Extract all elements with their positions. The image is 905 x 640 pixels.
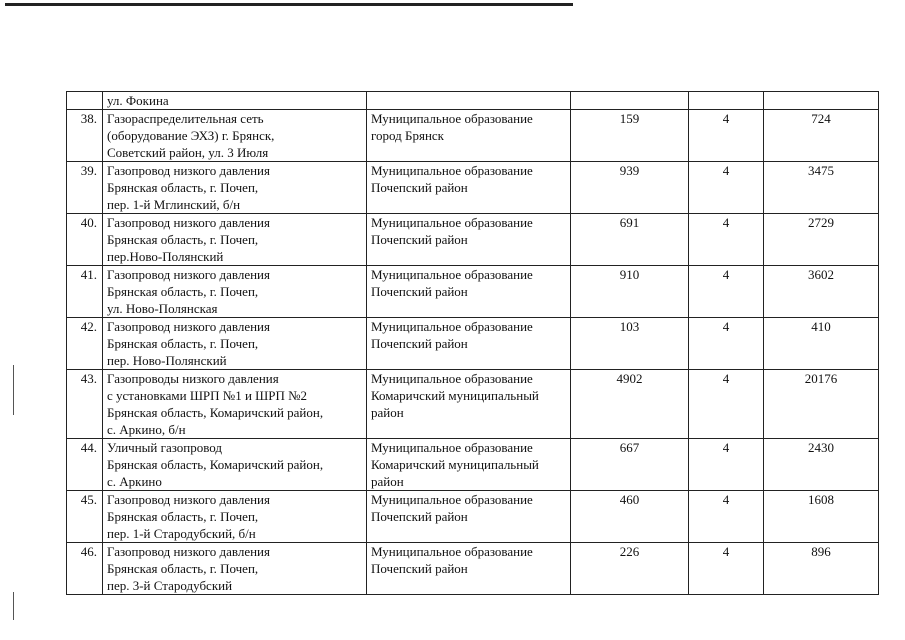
cell-num: 43. [67, 370, 103, 439]
cell-line: Муниципальное образование [371, 492, 533, 507]
cell-value: 2729 [764, 214, 879, 266]
cell-line: Газопровод низкого давления [107, 163, 270, 178]
cell-value: 724 [764, 110, 879, 162]
cell-line: Газопровод низкого давления [107, 319, 270, 334]
cell-name [103, 318, 367, 370]
cell-line: Газораспределительная сеть [107, 111, 264, 126]
left-margin-mark [13, 365, 14, 415]
cell-category: 4 [689, 491, 764, 543]
cell-length: 460 [571, 491, 689, 543]
cell-num: 39. [67, 162, 103, 214]
left-margin-mark [13, 592, 14, 620]
cell-line: Брянская область, г. Почеп, [107, 336, 259, 351]
cell-line: Муниципальное образование [371, 544, 533, 559]
cell-length [571, 92, 689, 110]
cell-name [103, 439, 367, 491]
cell-name [103, 370, 367, 439]
cell-line: Муниципальное образование [371, 215, 533, 230]
cell-owner [367, 370, 571, 439]
cell-num [67, 92, 103, 110]
cell-category: 4 [689, 370, 764, 439]
cell-line: ул. Фокина [107, 93, 169, 108]
cell-category [689, 92, 764, 110]
cell-owner [367, 491, 571, 543]
cell-value: 2430 [764, 439, 879, 491]
cell-line: Муниципальное образование [371, 440, 533, 455]
cell-line: с. Аркино [107, 474, 162, 489]
cell-line: Брянская область, Комаричский район, [107, 405, 324, 420]
cell-owner [367, 92, 571, 110]
cell-line: Брянская область, г. Почеп, [107, 561, 259, 576]
cell-line: Комаричский муниципальный [371, 457, 539, 472]
cell-owner [367, 318, 571, 370]
cell-length: 691 [571, 214, 689, 266]
table-row [67, 110, 879, 162]
cell-line: Муниципальное образование [371, 371, 533, 386]
cell-line: Брянская область, г. Почеп, [107, 284, 259, 299]
cell-owner [367, 439, 571, 491]
cell-length: 910 [571, 266, 689, 318]
cell-line: район [371, 474, 404, 489]
top-rule [5, 3, 573, 6]
cell-line: Почепский район [371, 509, 468, 524]
cell-length: 4902 [571, 370, 689, 439]
cell-category: 4 [689, 439, 764, 491]
cell-length: 667 [571, 439, 689, 491]
cell-num: 44. [67, 439, 103, 491]
cell-line: пер. 1-й Мглинский, б/н [107, 197, 241, 212]
cell-value: 20176 [764, 370, 879, 439]
cell-line: пер. 3-й Стародубский [107, 578, 233, 593]
table-row [67, 543, 879, 595]
cell-line: Уличный газопровод [107, 440, 223, 455]
cell-length: 226 [571, 543, 689, 595]
cell-line: Муниципальное образование [371, 319, 533, 334]
cell-category: 4 [689, 318, 764, 370]
cell-value: 410 [764, 318, 879, 370]
cell-value: 3475 [764, 162, 879, 214]
cell-category: 4 [689, 543, 764, 595]
cell-line: Брянская область, г. Почеп, [107, 180, 259, 195]
cell-line: Муниципальное образование [371, 111, 533, 126]
table-row [67, 214, 879, 266]
cell-line: Брянская область, Комаричский район, [107, 457, 324, 472]
table-row [67, 266, 879, 318]
table-row [67, 491, 879, 543]
cell-name [103, 491, 367, 543]
table-row [67, 318, 879, 370]
cell-category: 4 [689, 266, 764, 318]
cell-line: Почепский район [371, 284, 468, 299]
cell-line: Газопровод низкого давления [107, 267, 270, 282]
cell-length: 103 [571, 318, 689, 370]
cell-owner [367, 214, 571, 266]
cell-line: Почепский район [371, 232, 468, 247]
cell-line: Почепский район [371, 336, 468, 351]
cell-line: Газопроводы низкого давления [107, 371, 279, 386]
cell-num: 38. [67, 110, 103, 162]
cell-name [103, 266, 367, 318]
cell-name [103, 214, 367, 266]
cell-length: 939 [571, 162, 689, 214]
cell-owner [367, 110, 571, 162]
cell-line: пер.Ново-Полянский [107, 249, 224, 264]
cell-line: Газопровод низкого давления [107, 492, 270, 507]
cell-num: 45. [67, 491, 103, 543]
table-row-continuation [67, 92, 879, 110]
table-row [67, 162, 879, 214]
cell-line: Почепский район [371, 180, 468, 195]
gas-pipeline-table [66, 91, 879, 595]
cell-line: Брянская область, г. Почеп, [107, 232, 259, 247]
table-row [67, 370, 879, 439]
cell-length: 159 [571, 110, 689, 162]
cell-line: Брянская область, г. Почеп, [107, 509, 259, 524]
cell-line: Газопровод низкого давления [107, 544, 270, 559]
cell-line: пер. 1-й Стародубский, б/н [107, 526, 256, 541]
cell-num: 40. [67, 214, 103, 266]
cell-name [103, 110, 367, 162]
cell-value: 3602 [764, 266, 879, 318]
cell-line: Советский район, ул. 3 Июля [107, 145, 269, 160]
cell-line: пер. Ново-Полянский [107, 353, 227, 368]
cell-line: район [371, 405, 404, 420]
cell-category: 4 [689, 162, 764, 214]
cell-line: город Брянск [371, 128, 444, 143]
cell-line: с установками ШРП №1 и ШРП №2 [107, 388, 308, 403]
cell-line: Газопровод низкого давления [107, 215, 270, 230]
cell-line: Почепский район [371, 561, 468, 576]
cell-value: 896 [764, 543, 879, 595]
table-row [67, 439, 879, 491]
cell-value: 1608 [764, 491, 879, 543]
cell-name [103, 162, 367, 214]
cell-category: 4 [689, 110, 764, 162]
cell-line: Комаричский муниципальный [371, 388, 539, 403]
cell-num: 42. [67, 318, 103, 370]
cell-line: ул. Ново-Полянская [107, 301, 218, 316]
cell-owner [367, 162, 571, 214]
cell-owner [367, 543, 571, 595]
cell-owner [367, 266, 571, 318]
cell-line: Муниципальное образование [371, 163, 533, 178]
cell-value [764, 92, 879, 110]
cell-num: 41. [67, 266, 103, 318]
cell-line: с. Аркино, б/н [107, 422, 186, 437]
cell-name [103, 543, 367, 595]
cell-line: (оборудование ЭХЗ) г. Брянск, [107, 128, 275, 143]
cell-category: 4 [689, 214, 764, 266]
cell-line: Муниципальное образование [371, 267, 533, 282]
cell-name [103, 92, 367, 110]
cell-num: 46. [67, 543, 103, 595]
